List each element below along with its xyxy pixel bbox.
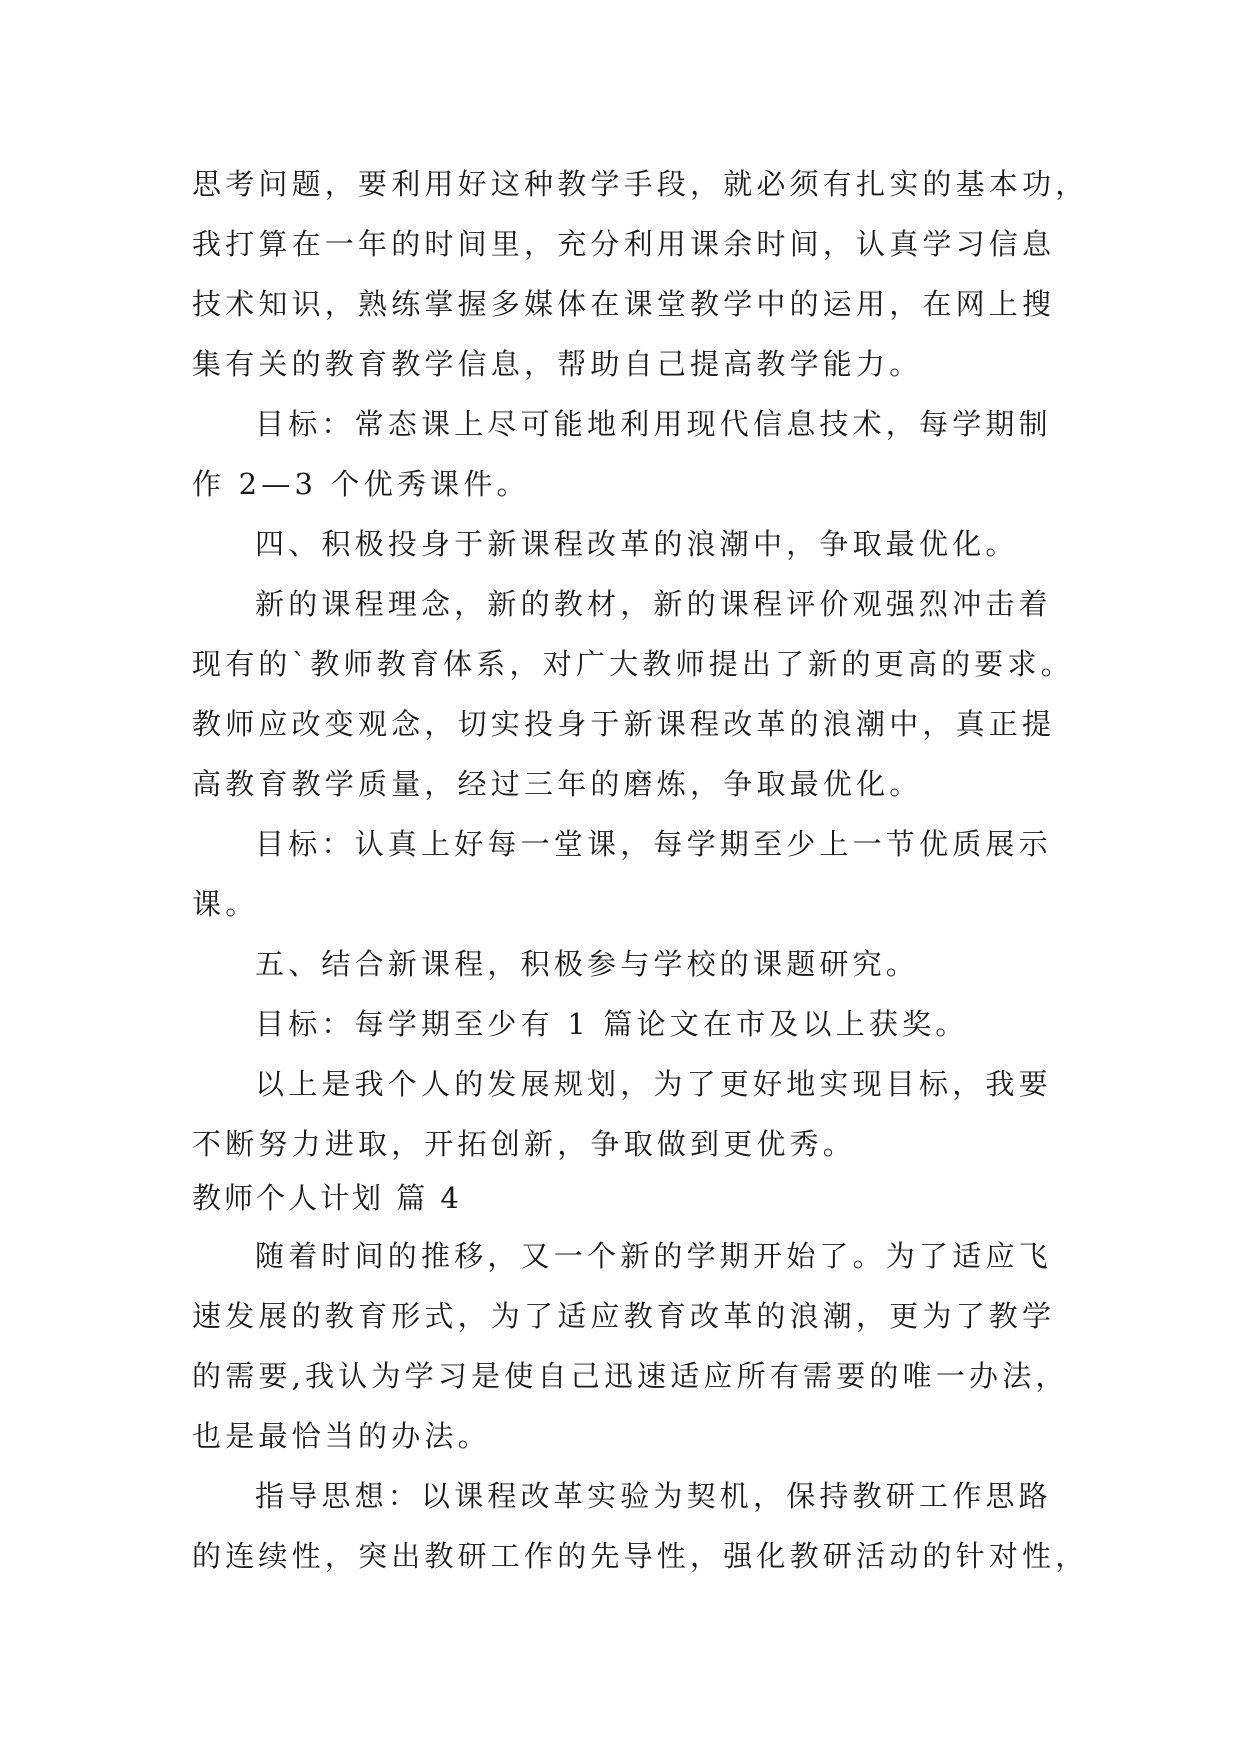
paragraph-line: 的连续性，突出教研工作的先导性，强化教研活动的针对性， (192, 1539, 1089, 1573)
paragraph-line: 以上是我个人的发展规划，为了更好地实现目标，我要 (255, 1067, 1052, 1101)
section-heading: 五、结合新课程，积极参与学校的课题研究。 (255, 947, 920, 981)
paragraph-line: 思考问题，要利用好这种教学手段，就必须有扎实的基本功， (192, 167, 1089, 201)
paragraph-line: 不断努力进取，开拓创新，争取做到更优秀。 (192, 1127, 857, 1161)
paragraph-line: 技术知识，熟练掌握多媒体在课堂教学中的运用，在网上搜 (192, 287, 1056, 321)
paragraph-line: 随着时间的推移，又一个新的学期开始了。为了适应飞 (255, 1239, 1052, 1273)
paragraph-line: 高教育教学质量，经过三年的磨炼，争取最优化。 (192, 767, 923, 801)
paragraph-line: 教师应改变观念，切实投身于新课程改革的浪潮中，真正提 (192, 707, 1056, 741)
paragraph-line: 我打算在一年的时间里，充分利用课余时间，认真学习信息 (192, 227, 1056, 261)
paragraph-line: 目标：认真上好每一堂课，每学期至少上一节优质展示 (255, 827, 1052, 861)
paragraph-line: 课。 (192, 887, 259, 921)
document-section-title: 教师个人计划 篇 4 (192, 1181, 462, 1215)
paragraph-line: 作 2—3 个优秀课件。 (192, 467, 530, 501)
paragraph-line: 速发展的教育形式，为了适应教育改革的浪潮，更为了教学 (192, 1299, 1056, 1333)
paragraph-line: 集有关的教育教学信息，帮助自己提高教学能力。 (192, 347, 923, 381)
paragraph-line: 现有的`教师教育体系，对广大教师提出了新的更高的要求。 (192, 647, 1074, 681)
paragraph-line: 指导思想：以课程改革实验为契机，保持教研工作思路 (255, 1479, 1052, 1513)
paragraph-line: 新的课程理念，新的教材，新的课程评价观强烈冲击着 (255, 587, 1052, 621)
paragraph-line: 目标：常态课上尽可能地利用现代信息技术，每学期制 (255, 407, 1052, 441)
paragraph-line: 的需要,我认为学习是使自己迅速适应所有需要的唯一办法， (192, 1359, 1069, 1393)
paragraph-line: 目标：每学期至少有 1 篇论文在市及以上获奖。 (255, 1007, 969, 1041)
section-heading: 四、积极投身于新课程改革的浪潮中，争取最优化。 (255, 527, 1019, 561)
paragraph-line: 也是最恰当的办法。 (192, 1419, 491, 1453)
